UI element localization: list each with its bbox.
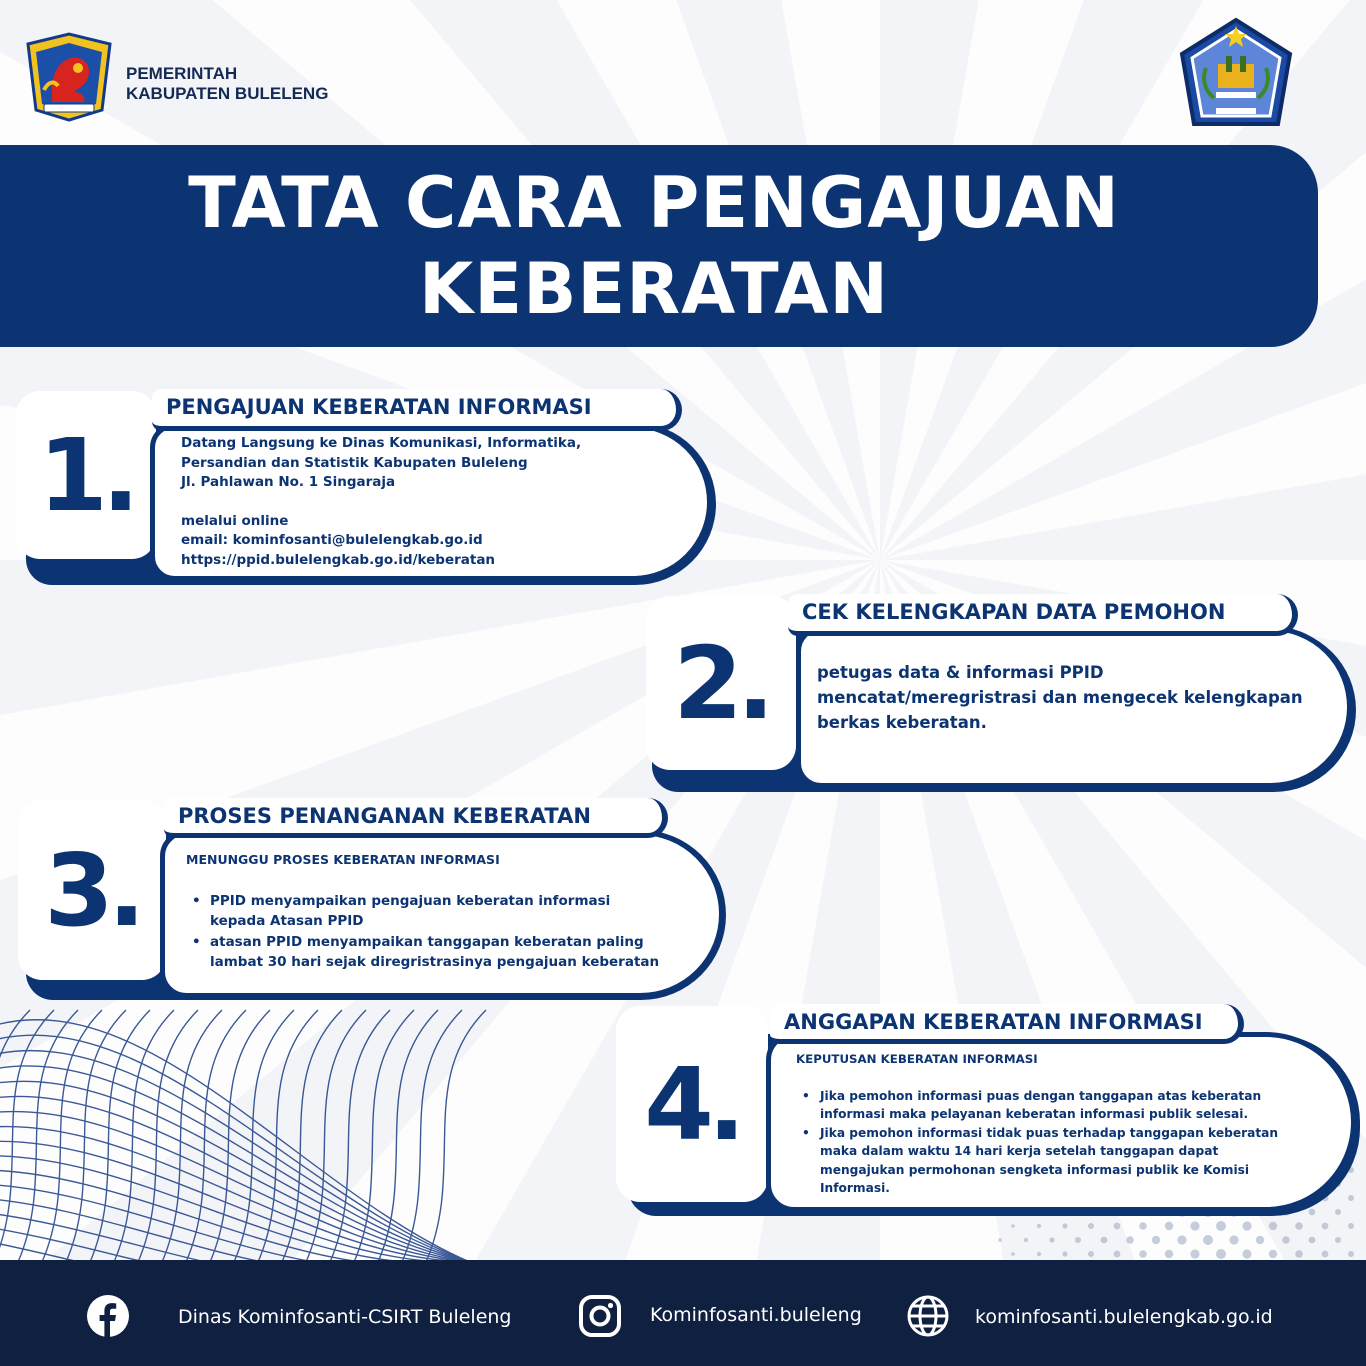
step-3-card xyxy=(0,796,730,1002)
facebook-link[interactable]: Dinas Kominfosanti-CSIRT Buleleng xyxy=(178,1306,512,1328)
step-3-title: PROSES PENANGANAN KEBERATAN xyxy=(164,798,668,838)
step-1-number-box xyxy=(16,391,156,559)
footer xyxy=(0,1260,1366,1366)
step-3-number-box xyxy=(18,800,166,980)
step-4-bullet-list xyxy=(796,1087,1278,1198)
step-1-card xyxy=(0,385,720,585)
step-4-number: 4. xyxy=(644,1045,740,1163)
step-2-line: mencatat/meregristrasi dan mengecek kelengkapan xyxy=(817,688,1303,707)
step-2-card xyxy=(640,588,1356,794)
step-1-line: email: kominfosanti@bulelengkab.go.id xyxy=(181,532,483,549)
step-4-card xyxy=(616,1000,1362,1220)
step-2-line: petugas data & informasi PPID xyxy=(817,663,1104,682)
instagram-icon[interactable] xyxy=(578,1294,622,1338)
step-3-body xyxy=(186,850,659,973)
step-2-line: berkas keberatan. xyxy=(817,713,987,732)
list-item: • Jika pemohon informasi puas dengan tanggapan atas keberatan informasi maka pelayanan keberatan informasi publik selesai. xyxy=(796,1087,1278,1124)
buleleng-logo xyxy=(22,30,116,124)
step-1-line: melalui online xyxy=(181,512,289,529)
step-1-body xyxy=(181,434,581,571)
list-item: • PPID menyampaikan pengajuan keberatan informasi kepada Atasan PPID xyxy=(186,891,659,932)
facebook-icon[interactable] xyxy=(86,1294,130,1338)
step-2-body xyxy=(817,660,1303,735)
step-4-subheading: KEPUTUSAN KEBERATAN INFORMASI xyxy=(796,1052,1038,1066)
step-4-number-box xyxy=(616,1006,768,1202)
step-3-subheading: MENUNGGU PROSES KEBERATAN INFORMASI xyxy=(186,852,500,867)
page-title-line2: KEBERATAN xyxy=(419,248,889,330)
globe-icon[interactable] xyxy=(906,1294,950,1338)
step-1-number: 1. xyxy=(38,416,134,534)
step-1-line: https://ppid.bulelengkab.go.id/keberatan xyxy=(181,551,496,568)
step-1-title: PENGAJUAN KEBERATAN INFORMASI xyxy=(152,389,682,431)
step-1-line: Datang Langsung ke Dinas Komunikasi, Informatika, xyxy=(181,435,582,451)
step-3-number: 3. xyxy=(44,831,140,949)
step-4-title: ANGGAPAN KEBERATAN INFORMASI xyxy=(770,1004,1244,1044)
government-name xyxy=(126,64,328,104)
website-link[interactable]: kominfosanti.bulelengkab.go.id xyxy=(975,1306,1273,1328)
gov-name-line1: PEMERINTAH xyxy=(126,64,238,83)
list-item: • Jika pemohon informasi tidak puas terhadap tanggapan keberatan maka dalam waktu 14 hari kerja setelah tanggapan dapat mengajukan permohonan sengketa informasi publik ke Komisi Informasi. xyxy=(796,1124,1278,1198)
kominfosanti-emblem xyxy=(1172,12,1300,136)
page-title-line1: TATA CARA PENGAJUAN xyxy=(188,162,1120,244)
instagram-link[interactable]: Kominfosanti.buleleng xyxy=(650,1304,862,1326)
gov-name-line2: KABUPATEN BULELENG xyxy=(126,84,329,103)
title-banner xyxy=(0,145,1318,347)
step-3-bullet-list xyxy=(186,891,659,973)
step-2-number: 2. xyxy=(673,624,769,742)
step-2-title: CEK KELENGKAPAN DATA PEMOHON xyxy=(788,594,1298,636)
list-item: • atasan PPID menyampaikan tanggapan keberatan paling lambat 30 hari sejak diregristrasinya pengajuan keberatan xyxy=(186,932,659,973)
step-2-number-box xyxy=(646,596,796,770)
step-1-line: Jl. Pahlawan No. 1 Singaraja xyxy=(181,474,396,491)
step-1-line: Persandian dan Statistik Kabupaten Buleleng xyxy=(181,454,528,471)
step-4-body xyxy=(796,1050,1278,1198)
